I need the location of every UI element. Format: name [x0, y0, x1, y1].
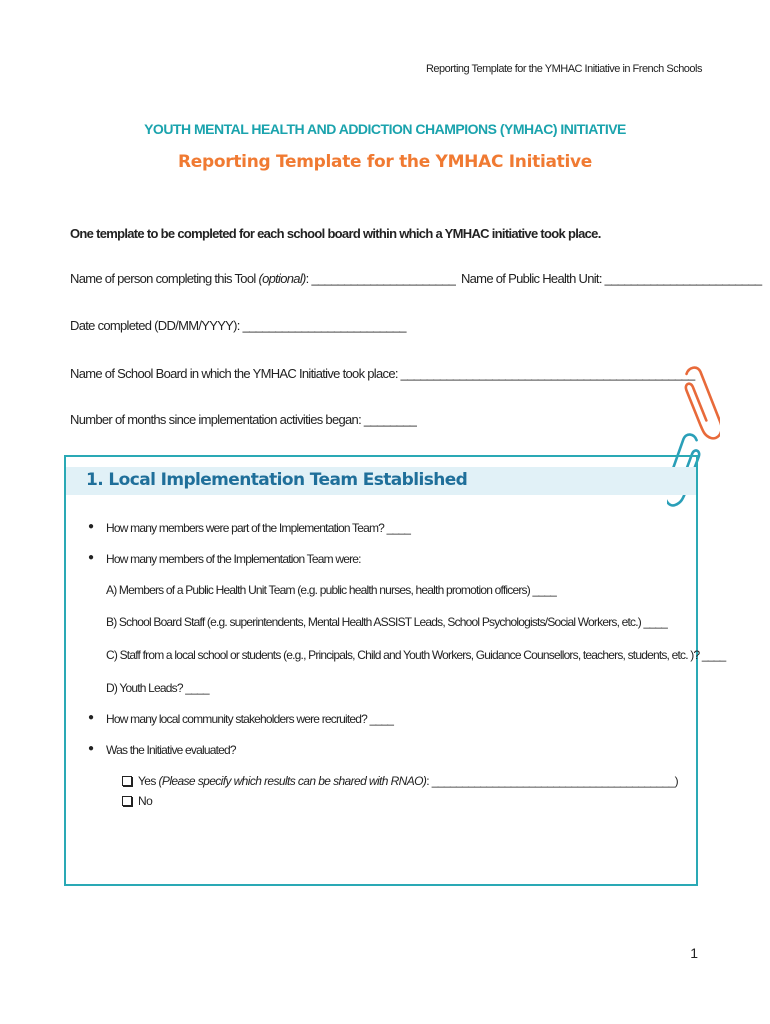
date-completed-field[interactable]: Date completed (DD/MM/YYYY): _________________________ — [70, 318, 406, 333]
public-health-unit-field[interactable]: Name of Public Health Unit: ________________________ — [460, 271, 762, 286]
optional-note: (optional) — [258, 271, 306, 286]
question-text: How many members of the Implementation Team were: — [106, 552, 361, 566]
document-subtitle: Reporting Template for the YMHAC Initiative — [177, 152, 593, 172]
running-header: Reporting Template for the YMHAC Initiative in French Schools — [425, 63, 702, 75]
section-title: 1. Local Implementation Team Established — [86, 470, 468, 490]
answer-local-school-staff[interactable]: C) Staff from a local school or students (e.g., Principals, Child and Youth Workers, Guidance Counsellors, teachers, students, etc. )? ____ — [106, 648, 726, 662]
checkbox-yes-blank[interactable]: : ________________________________________) — [426, 774, 679, 788]
bullet-icon: ● — [88, 712, 94, 723]
question-text[interactable]: How many members were part of the Implementation Team? ____ — [106, 521, 411, 535]
section-header-band — [66, 467, 696, 495]
bullet-icon: ● — [88, 743, 94, 754]
answer-school-board-staff[interactable]: B) School Board Staff (e.g. superintendents, Mental Health ASSIST Leads, School Psychologists/Social Workers, etc.) ____ — [106, 615, 668, 629]
person-name-label: Name of person completing this Tool — [70, 271, 259, 286]
bullet-icon: ● — [88, 521, 94, 532]
question-text: Was the Initiative evaluated? — [106, 743, 236, 757]
checkbox-yes-note: (Please specify which results can be shared with RNAO) — [158, 774, 427, 788]
answer-youth-leads[interactable]: D) Youth Leads? ____ — [106, 681, 209, 695]
checkbox-no[interactable] — [122, 794, 152, 808]
school-board-field[interactable]: Name of School Board in which the YMHAC Initiative took place: _____________________________________________ — [70, 366, 695, 381]
checkbox-yes[interactable] — [122, 774, 678, 788]
checkbox-icon[interactable] — [122, 796, 132, 806]
answer-public-health-unit[interactable]: A) Members of a Public Health Unit Team (e.g. public health nurses, health promotion officers) ____ — [106, 583, 556, 597]
intro-instruction: One template to be completed for each school board within which a YMHAC initiative took place. — [70, 226, 601, 241]
person-name-blank[interactable]: : ______________________ — [305, 271, 456, 286]
page-number: 1 — [690, 945, 698, 961]
document-title: YOUTH MENTAL HEALTH AND ADDICTION CHAMPIONS (YMHAC) INITIATIVE — [144, 121, 626, 137]
checkbox-yes-label: Yes — [138, 774, 159, 788]
months-since-field[interactable]: Number of months since implementation activities began: ________ — [70, 412, 417, 427]
person-phu-fields — [70, 271, 761, 286]
bullet-icon: ● — [88, 552, 94, 563]
question-text[interactable]: How many local community stakeholders were recruited? ____ — [106, 712, 394, 726]
checkbox-no-label: No — [138, 794, 153, 808]
section-local-implementation-team — [64, 455, 726, 886]
checkbox-icon[interactable] — [122, 776, 132, 786]
